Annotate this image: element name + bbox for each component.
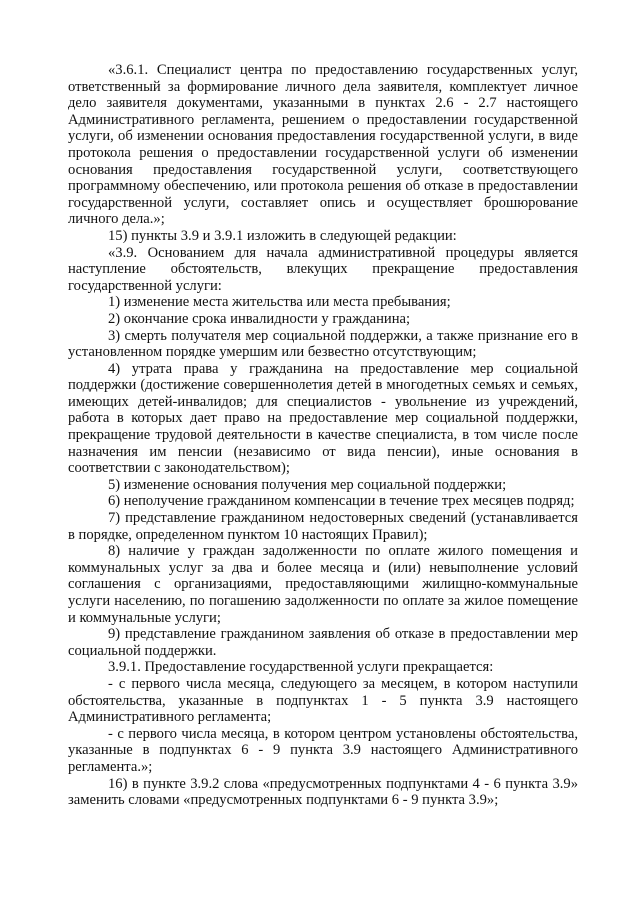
paragraph-item-15: 15) пункты 3.9 и 3.9.1 изложить в следующей редакции: <box>108 227 457 244</box>
paragraph-3-9: «3.9. Основанием для начала административной процедуры является наступление обстоятельств, влекущих прекращение предоставления государственной услуги: <box>68 244 578 294</box>
list-item-3: 3) смерть получателя мер социальной поддержки, а также признание его в установленном порядке умершим или безвестно отсутствующим; <box>68 327 578 361</box>
document-page <box>68 62 578 809</box>
list-item-7: 7) представление гражданином недостоверных сведений (устанавливается в порядке, определенном пунктом 10 настоящих Правил); <box>68 510 578 543</box>
dash-item-2: - с первого числа месяца, в котором центром установлены обстоятельства, указанные в подпунктах 6 - 9 пункта 3.9 настоящего Административного регламента.»; <box>68 725 578 775</box>
list-item-1: 1) изменение места жительства или места пребывания; <box>108 294 451 311</box>
list-item-2: 2) окончание срока инвалидности у гражданина; <box>108 310 411 327</box>
list-item-4: 4) утрата права у гражданина на предоставление мер социальной поддержки (достижение совершеннолетия детей в многодетных семьях и семьях, имеющих детей-инвалидов; для специалистов - увольнение из учреждений, работа в которых дает право на предоставление мер социальной поддержки, прекращение трудовой деятельности в качестве специалиста, в том числе после назначения им пенсии (независимо от вида пенсии), иные основания в соответствии с законодательством); <box>68 360 578 477</box>
paragraph-3-9-1: 3.9.1. Предоставление государственной услуги прекращается: <box>108 659 494 676</box>
paragraph-item-16: 16) в пункте 3.9.2 слова «предусмотренных подпунктами 4 - 6 пункта 3.9» заменить словами «предусмотренных подпунктами 6 - 9 пункта 3.9»; <box>68 775 578 809</box>
list-item-5: 5) изменение основания получения мер социальной поддержки; <box>108 476 507 493</box>
dash-item-1: - с первого числа месяца, следующего за месяцем, в котором наступили обстоятельства, указанные в подпунктах 1 - 5 пункта 3.9 настоящего Административного регламента; <box>68 675 578 726</box>
paragraph-3-6-1: «3.6.1. Специалист центра по предоставлению государственных услуг, ответственный за формирование личного дела заявителя, комплектует личное дело заявителя документами, указанными в пунктах 2.6 - 2.7 настоящего Административного регламента, решением о предоставлении государственной услуги, об изменении основания предоставления государственной услуги, в виде протокола решения о предоставлении государственной услуги об изменении основания предоставления государственной услуги, соответствующего программному обеспечению, или протокола решения об отказе в предоставлении государственной услуги, составляет опись и осуществляет брошюрование личного дела.»; <box>68 62 578 228</box>
list-item-9: 9) представление гражданином заявления об отказе в предоставлении мер социальной поддержки. <box>68 626 578 659</box>
list-item-6: 6) неполучение гражданином компенсации в течение трех месяцев подряд; <box>108 493 575 510</box>
list-item-8: 8) наличие у граждан задолженности по оплате жилого помещения и коммунальных услуг за два и более месяца и (или) невыполнение условий соглашения с организациями, предоставляющими жилищно-коммунальные услуги населению, по погашению задолженности по оплате за жилое помещение и коммунальные услуги; <box>68 543 578 626</box>
